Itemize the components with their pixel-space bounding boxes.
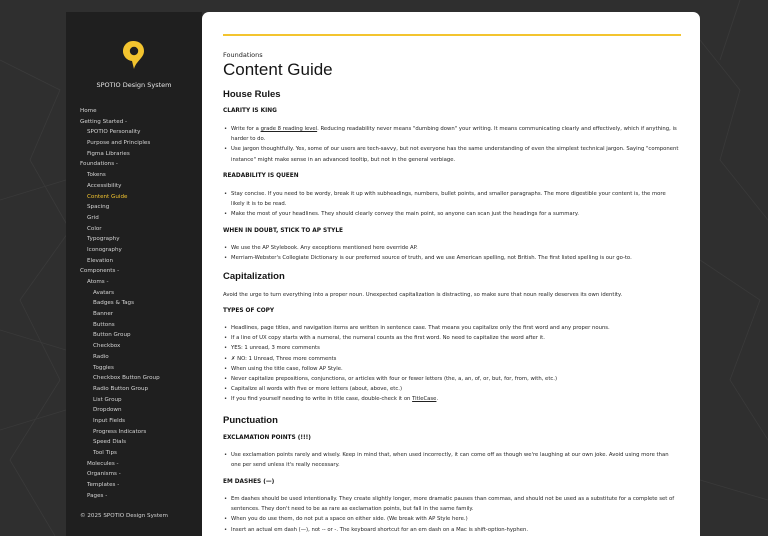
sidebar-item-checkbox-button-group[interactable]: Checkbox Button Group (93, 375, 160, 382)
types-of-copy-list (224, 323, 680, 405)
section-punctuation: Punctuation (223, 415, 278, 426)
list-item: • If a line of UX copy starts with a numeral, the numeral counts as the first word. No need to capitalize the word after it. (224, 333, 680, 343)
list-item: • Use jargon thoughtfully. Yes, some of our users are tech-savvy, but not everyone has the same understanding of even the simplest technical jargon. Saying "component instance" might make sense in an advanced tooltip, but not in the general verbiage. (224, 144, 680, 164)
sidebar-item-dropdown[interactable]: Dropdown (93, 407, 122, 414)
list-item: • Make the most of your headlines. They should clearly convey the main point, so anyone can scan just the headings for a summary. (224, 209, 680, 219)
sidebar-item-checkbox[interactable]: Checkbox (93, 343, 121, 350)
accent-bar (223, 34, 681, 36)
list-item: • YES: 1 unread, 3 more comments (224, 343, 680, 353)
sidebar-nav (80, 106, 202, 501)
sidebar-item-avatars[interactable]: Avatars (93, 289, 115, 296)
list-item: • When using the title case, follow AP Style. (224, 364, 680, 374)
sidebar-item-button-group[interactable]: Button Group (93, 332, 131, 339)
sidebar-item-tool-tips[interactable]: Tool Tips (93, 450, 117, 456)
subheading-exclamation: EXCLAMATION POINTS (!!!) (223, 435, 311, 441)
list-item: • Stay concise. If you need to be wordy, break it up with subheadings, numbers, bullet points, and smaller paragraphs. The more digestible your content is, the more likely it is to be read. (224, 189, 680, 209)
page-title: Content Guide (223, 60, 333, 79)
subheading-types-of-copy: TYPES OF COPY (223, 308, 275, 314)
sidebar-item-banner[interactable]: Banner (93, 311, 114, 318)
list-item: • If you find yourself needing to write in title case, double-check it on TitleCase. (224, 394, 680, 404)
sidebar-item-elevation[interactable]: Elevation (87, 257, 113, 264)
list-item: • Insert an actual em dash (—), not -- or -. The keyboard shortcut for an em dash on a Mac is shift-option-hyphen. (224, 525, 680, 535)
sidebar-item-toggles[interactable]: Toggles (93, 364, 114, 371)
brand-name: SPOTIO Design System (96, 81, 172, 89)
copyright: © 2025 SPOTIO Design System (80, 513, 168, 519)
list-item: • Em dashes should be used intentionally. They create slightly longer, more dramatic pauses than commas, and should not be used as a substitute for a complete set of sentences. They don't need to be as rare as exclamation points, but fall in the same family. (224, 494, 680, 514)
list-item: • Never capitalize prepositions, conjunctions, or articles with four or fewer letters (the, a, an, of, or, but, for, from, with, etc.) (224, 374, 680, 384)
sidebar-item-iconography[interactable]: Iconography (87, 246, 122, 253)
list-item: • Headlines, page titles, and navigation items are written in sentence case. That means you capitalize only the first word and any proper nouns. (224, 323, 680, 333)
sidebar-item-radio[interactable]: Radio (93, 353, 109, 360)
capitalization-intro: Avoid the urge to turn everything into a proper noun. Unexpected capitalization is distracting, so make sure that noun really deserves its own identity. (223, 292, 623, 298)
readability-list (224, 189, 680, 220)
sidebar-item-templates[interactable]: Templates - (87, 482, 120, 489)
em-dashes-list (224, 494, 680, 535)
sidebar-item-grid[interactable]: Grid (87, 214, 99, 221)
sidebar-item-accessibility[interactable]: Accessibility (87, 182, 122, 189)
sidebar-item-content-guide[interactable]: Content Guide (87, 193, 128, 200)
sidebar-item-progress-indicators[interactable]: Progress Indicators (93, 428, 147, 435)
subheading-ap-style: WHEN IN DOUBT, STICK TO AP STYLE (223, 228, 343, 234)
list-item: • Capitalize all words with five or more letters (about, above, etc.) (224, 384, 680, 394)
list-item: • We use the AP Stylebook. Any exceptions mentioned here override AP. (224, 243, 680, 253)
list-item: • Write for a grade 8 reading level. Reducing readability never means "dumbing down" your writing. It means communicating clearly and effectively, which if anything, is harder to do. (224, 124, 680, 144)
sidebar-item-buttons[interactable]: Buttons (93, 321, 115, 328)
sidebar-item-foundations[interactable]: Foundations - (80, 161, 118, 168)
sidebar-item-speed-dials[interactable]: Speed Dials (93, 439, 127, 446)
sidebar-item-figma-libraries[interactable]: Figma Libraries (87, 150, 130, 157)
sidebar-item-tokens[interactable]: Tokens (87, 172, 106, 179)
sidebar-item-spotio-personality[interactable]: SPOTIO Personality (87, 129, 141, 136)
list-item: • When you do use them, do not put a space on either side. (We break with AP Style here.) (224, 514, 680, 524)
sidebar-item-atoms[interactable]: Atoms - (87, 279, 109, 285)
ap-list (224, 243, 680, 263)
sidebar-item-pages[interactable]: Pages - (87, 492, 108, 499)
subheading-em-dashes: EM DASHES (—) (223, 479, 275, 485)
sidebar-item-input-fields[interactable]: Input Fields (93, 417, 126, 424)
sidebar-item-organisms[interactable]: Organisms - (87, 471, 121, 478)
sidebar-item-components[interactable]: Components - (80, 268, 120, 275)
spotio-logo-icon[interactable] (123, 40, 145, 70)
subheading-clarity: CLARITY IS KING (223, 108, 277, 114)
sidebar-item-typography[interactable]: Typography (87, 236, 120, 243)
sidebar-item-radio-button-group[interactable]: Radio Button Group (93, 385, 149, 392)
sidebar (66, 12, 202, 536)
sidebar-item-spacing[interactable]: Spacing (87, 204, 110, 211)
section-house-rules: House Rules (223, 89, 281, 100)
sidebar-item-color[interactable]: Color (87, 225, 102, 232)
sidebar-item-getting-started[interactable]: Getting Started - (80, 118, 128, 125)
exclamation-list (224, 450, 680, 470)
list-item: • Use exclamation points rarely and wisely. Keep in mind that, when used incorrectly, it can come off as though we're laughing at our own joke. Avoid using more than one per send unless it's really necessary. (224, 450, 680, 470)
breadcrumb[interactable]: Foundations (223, 51, 263, 59)
subheading-readability: READABILITY IS QUEEN (223, 173, 299, 179)
list-item: • ✗ NO: 1 Unread, Three more comments (224, 354, 680, 364)
main-content (202, 12, 700, 536)
grade-8-link[interactable]: grade 8 reading level (260, 126, 318, 132)
sidebar-item-purpose-and-principles[interactable]: Purpose and Principles (87, 140, 151, 147)
sidebar-item-home[interactable]: Home (80, 108, 97, 114)
clarity-list (224, 124, 680, 165)
section-capitalization: Capitalization (223, 271, 285, 282)
titlecase-link[interactable]: TitleCase (412, 396, 437, 403)
sidebar-item-badges-tags[interactable]: Badges & Tags (93, 300, 135, 307)
list-item: • Merriam-Webster's Collegiate Dictionary is our preferred source of truth, and we use American spelling, not British. The first listed spelling is our go-to. (224, 253, 680, 263)
sidebar-item-molecules[interactable]: Molecules - (87, 460, 119, 467)
sidebar-item-list-group[interactable]: List Group (93, 396, 122, 403)
